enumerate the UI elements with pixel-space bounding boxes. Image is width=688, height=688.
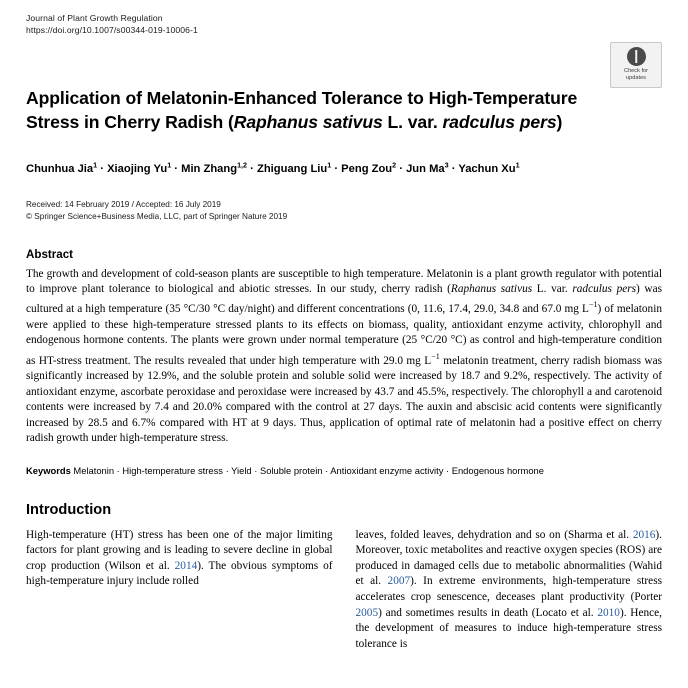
abstract-part-c: ) was cultured at a high temperature (35 °C/30 °C day/night) and different concentrations (0, 11.6, 17.4, 29.0, 34.8 and 67.0 mg $L^{-1}$) of melatonin were applied to these high-temperature stressed plants to its effects on biomass, quality, antioxidant enzyme activity, chlorophyll and endogenous hormone contents. The plants were grown under normal temperature (25 °C/20 °C) as control and high-temperature condition as HT-stress treatment. The results revealed that under high temperature with 29.0 mg $L^{-1}$ melatonin treatment, cherry radish biomass was significantly increased by 12.9%, and the soluble protein and soluble solid were increased by 18.7 and 9.2%, respectively. The activity of antioxidant enzyme, ascorbate peroxidase and peroxidase were increased by 43.7 and 45.5%, respectively. The chlorophyll a and carotenoid contents were increased by 7.4 and 20.0% compared with the control at 27 days. The auxin and abscisic acid contents were significantly increased by 28.5 and 6.7% compared with HT at 9 days. Thus, application of optimal rate of melatonin had a positive effect on cherry radish growth under high-temperature stress. [26, 283, 662, 445]
journal-name: Journal of Plant Growth Regulation [26, 13, 163, 23]
citation-link-porter[interactable]: 2005 [355, 606, 379, 619]
title-text-2: L. var. [382, 112, 443, 132]
citation-link-wilson[interactable]: 2014 [174, 559, 198, 572]
title-text-1: Application of Melatonin-Enhanced Tolerance to High-Temperature Stress in Cherry Radish ( [26, 88, 578, 132]
citation-link-sharma[interactable]: 2016 [632, 528, 656, 541]
abstract-heading: Abstract [26, 247, 74, 261]
title-text-3: ) [556, 112, 563, 132]
abstract-part-a: The growth and development of cold-season plants are susceptible to high temperature. Melatonin is a plant growth regulator with potential to improve plant tolerance to biological and abiotic stresses. In our study, cherry radish ( [26, 267, 662, 296]
keywords-line [26, 464, 662, 478]
authors-text: Chunhua Jia$^1$ · Xiaojing $Yu^1$ · Min Zhang$^{1,2}$ · Zhiguang Liu$^1$ · Peng Zou$^2$ · Jun $Ma^3$ · Yachun Xu$^1$ [26, 160, 520, 175]
citation-link-locato[interactable]: 2010 [597, 606, 620, 619]
crossmark-circle-icon [627, 47, 646, 66]
crossmark-line2: updates [626, 74, 646, 81]
intro-right-c: ). In extreme environments, high-temperature stress accelerates crop senescence, deceases plant productivity (Porter [355, 575, 662, 603]
column-right [356, 528, 663, 653]
intro-paragraph-left [26, 528, 333, 590]
title-italic-1: Raphanus sativus [233, 112, 383, 132]
citation-link-wahid[interactable]: 2007 [387, 575, 411, 588]
title-italic-2: radculus pers [442, 112, 557, 132]
received-accepted: Received: 14 February 2019 / Accepted: 16 July 2019 [26, 199, 221, 209]
abstract-part-b: L. var. [532, 283, 573, 296]
body-columns [26, 528, 662, 653]
column-left [26, 528, 333, 653]
intro-right-d: ) and sometimes results in death (Locato et al. [378, 606, 598, 619]
abstract-italic-2: radculus pers [572, 283, 637, 296]
abstract-italic-1: Raphanus sativus [450, 283, 533, 296]
crossmark-line1: Check for [624, 68, 648, 74]
intro-paragraph-right [356, 528, 663, 653]
keywords-label: Keywords [26, 464, 71, 476]
intro-right-b: ). Moreover, toxic metabolites and reactive oxygen species (ROS) are produced in damaged cells due to metabolic abnormalities (Wahid et al. [355, 528, 662, 588]
abstract-text [26, 267, 662, 447]
intro-left-b: ). The obvious symptoms of high-temperature injury include rolled [26, 559, 333, 588]
keywords-text: Melatonin · High-temperature stress · Yield · Soluble protein · Antioxidant enzyme activity · Endogenous hormone [73, 464, 544, 476]
crossmark-badge[interactable] [610, 42, 662, 88]
intro-right-e: ). Hence, the development of measures to induce high-temperature stress tolerance is [355, 606, 662, 650]
copyright-line: © Springer Science+Business Media, LLC, part of Springer Nature 2019 [26, 212, 288, 222]
author-list [26, 157, 662, 177]
publication-history [26, 199, 662, 224]
intro-right-a: leaves, folded leaves, dehydration and so on (Sharma et al. [355, 528, 633, 541]
doi-line: https://doi.org/10.1007/s00344-019-10006-1 [26, 25, 198, 35]
intro-left-a: High-temperature (HT) stress has been one of the major limiting factors for plant growing and is leading to severe decline in global crop production (Wilson et al. [26, 528, 333, 572]
page-title [26, 86, 626, 134]
introduction-heading: Introduction [26, 501, 112, 518]
